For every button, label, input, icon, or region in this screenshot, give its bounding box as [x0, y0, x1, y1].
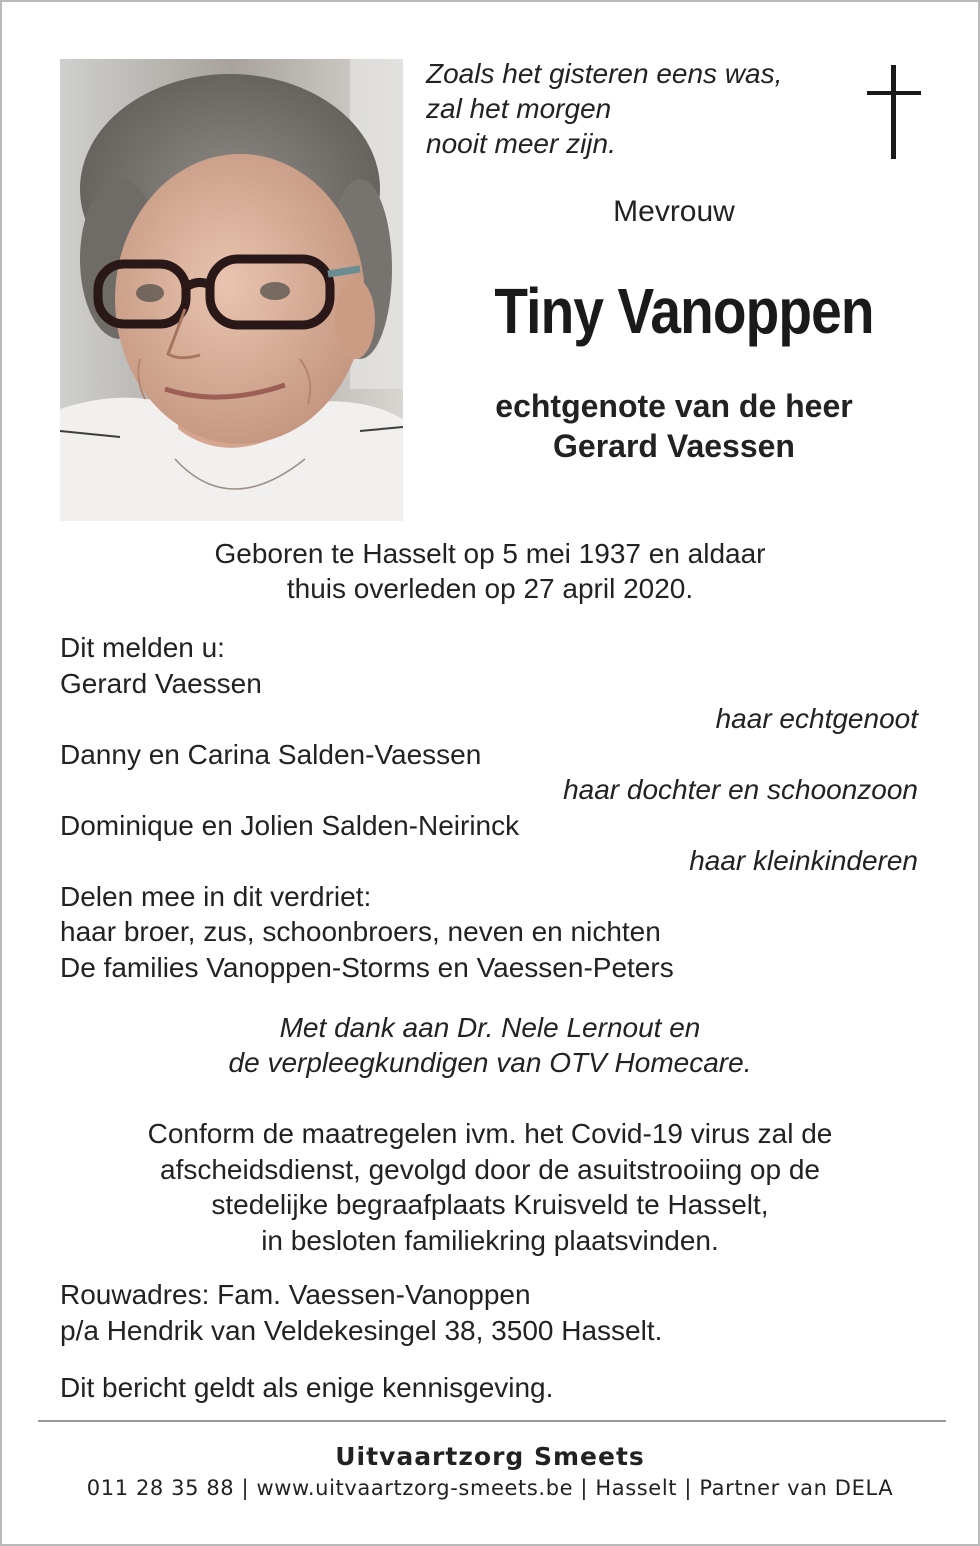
death-line: thuis overleden op 27 april 2020.	[286, 573, 694, 604]
footer-divider	[38, 1420, 946, 1422]
quote-line: Zoals het gisteren eens was,	[426, 58, 783, 89]
spouse-info	[444, 386, 904, 466]
notice-text: Dit bericht geldt als enige kennisgeving.	[60, 1372, 554, 1403]
family-member-role: haar dochter en schoonzoon	[563, 774, 918, 805]
spouse-line: echtgenote van de heer	[495, 388, 853, 424]
birth-line: Geboren te Hasselt op 5 mei 1937 en aldaar	[214, 538, 766, 569]
salutation: Mevrouw	[613, 195, 735, 228]
funeral-company-info: 011 28 35 88 | www.uitvaartzorg-smeets.be | Hasselt | Partner van DELA	[86, 1476, 894, 1500]
thanks-line: Met dank aan Dr. Nele Lernout en	[279, 1012, 701, 1043]
covid-line: afscheidsdienst, gevolgd door de asuitstrooiing op de	[160, 1153, 820, 1185]
spouse-name: Gerard Vaessen	[553, 428, 795, 464]
announcement-intro: Dit melden u:	[60, 632, 225, 663]
quote-line: nooit meer zijn.	[426, 128, 616, 159]
thanks-line: de verpleegkundigen van OTV Homecare.	[228, 1047, 752, 1078]
deceased-name: Tiny Vanoppen	[494, 275, 874, 347]
cross-icon	[864, 62, 924, 162]
family-member-name: Danny en Carina Salden-Vaessen	[60, 738, 482, 770]
quote-line: zal het morgen	[426, 93, 612, 124]
share-line: De families Vanoppen-Storms en Vaessen-Peters	[60, 951, 674, 983]
covid-line: Conform de maatregelen ivm. het Covid-19 virus zal de	[147, 1118, 833, 1149]
covid-notice	[2, 1116, 978, 1258]
covid-line: in besloten familiekring plaatsvinden.	[261, 1224, 719, 1256]
portrait-photo	[60, 59, 403, 521]
covid-line: stedelijke begraafplaats Kruisveld te Hasselt,	[211, 1189, 769, 1220]
family-member-role: haar echtgenoot	[715, 703, 918, 734]
mourning-address	[60, 1277, 920, 1348]
family-member-name: Dominique en Jolien Salden-Neirinck	[60, 809, 520, 841]
share-line: haar broer, zus, schoonbroers, neven en nichten	[60, 916, 661, 947]
birth-death-info	[2, 536, 978, 606]
memorial-quote	[426, 56, 846, 161]
announcement-section	[60, 630, 918, 985]
address-line: Rouwadres: Fam. Vaessen-Vanoppen	[60, 1279, 531, 1310]
address-line: p/a Hendrik van Veldekesingel 38, 3500 Hasselt.	[60, 1314, 663, 1346]
share-intro: Delen mee in dit verdriet:	[60, 880, 372, 912]
funeral-company-name: Uitvaartzorg Smeets	[335, 1442, 645, 1471]
family-member-name: Gerard Vaessen	[60, 667, 262, 699]
family-member-role: haar kleinkinderen	[689, 845, 918, 876]
thanks-message	[2, 1010, 978, 1080]
